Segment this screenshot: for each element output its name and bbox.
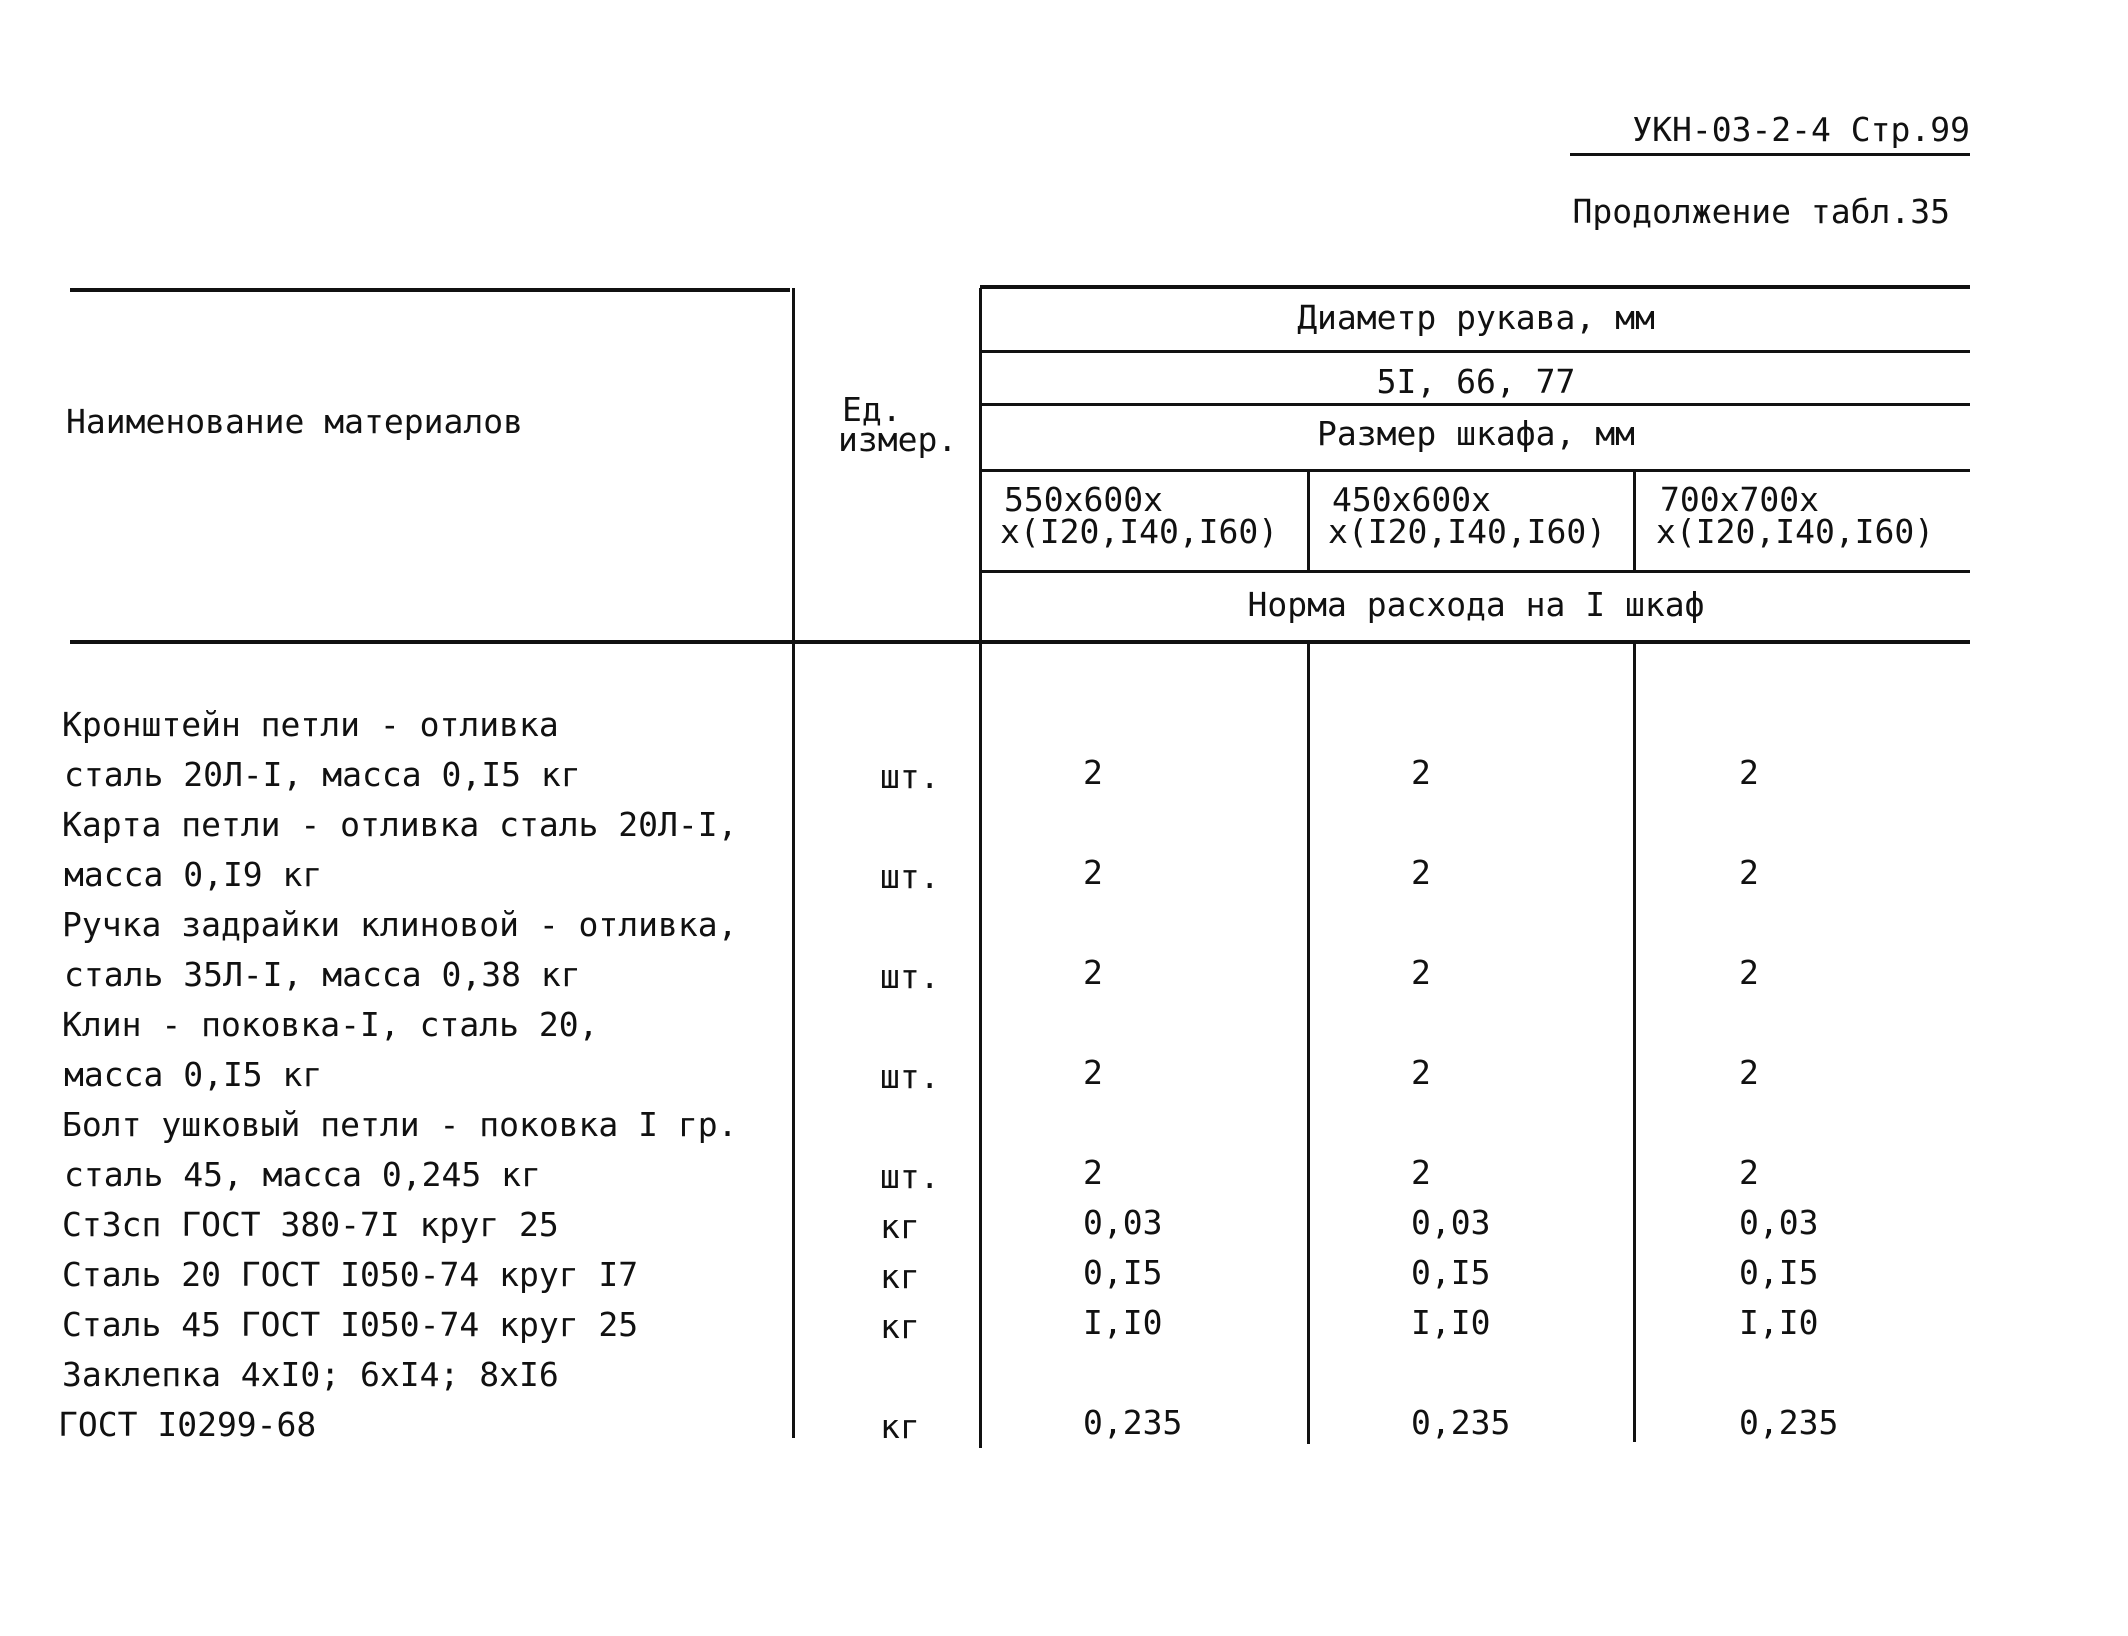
material-name-line2: масса 0,I5 кг (64, 1055, 323, 1094)
value-cell-3: 2 (1739, 1053, 1759, 1092)
rule-under-sizes (980, 570, 1970, 573)
unit-cell: шт. (880, 857, 940, 896)
value-cell-1: 2 (1083, 1053, 1103, 1092)
material-name-line1: Клин - поковка-I, сталь 20, (62, 1005, 599, 1044)
material-name-line2: сталь 45, масса 0,245 кг (64, 1155, 541, 1194)
col-divider-value2 (1633, 642, 1636, 1442)
value-cell-3: I,I0 (1739, 1303, 1819, 1342)
header-bottom-rule (70, 640, 1970, 644)
material-name-line2: ГОСТ I0299-68 (58, 1405, 317, 1444)
diameter-values: 5I, 66, 77 (1376, 362, 1576, 401)
unit-cell: кг (880, 1407, 920, 1446)
size-2-line2: x(I20,I40,I60) (1328, 512, 1607, 551)
column-header-unit-line1: Ед. (842, 390, 902, 429)
col-divider-size2 (1633, 470, 1636, 572)
value-cell-1: 2 (1083, 853, 1103, 892)
unit-cell: кг (880, 1257, 920, 1296)
value-cell-2: 2 (1411, 753, 1431, 792)
unit-cell: шт. (880, 1057, 940, 1096)
unit-cell: шт. (880, 1157, 940, 1196)
material-name-line1: Заклепка 4xI0; 6xI4; 8xI6 (62, 1355, 559, 1394)
value-cell-3: 2 (1739, 753, 1759, 792)
value-cell-3: 0,235 (1739, 1403, 1839, 1442)
value-cell-3: 2 (1739, 853, 1759, 892)
value-cell-1: I,I0 (1083, 1303, 1163, 1342)
rule-under-cabinet-title (980, 469, 1970, 472)
unit-cell: шт. (880, 957, 940, 996)
value-cell-2: 2 (1411, 1053, 1431, 1092)
value-cell-3: 0,03 (1739, 1203, 1819, 1242)
value-cell-1: 2 (1083, 1153, 1103, 1192)
value-cell-1: 0,03 (1083, 1203, 1163, 1242)
material-name-line2: масса 0,I9 кг (64, 855, 323, 894)
value-cell-2: 0,03 (1411, 1203, 1491, 1242)
material-name: Сталь 45 ГОСТ I050-74 круг 25 (62, 1305, 639, 1344)
unit-cell: шт. (880, 757, 940, 796)
size-1-line2: x(I20,I40,I60) (1000, 512, 1279, 551)
value-cell-2: 2 (1411, 953, 1431, 992)
value-cell-3: 2 (1739, 953, 1759, 992)
rule-under-diameter-title (980, 350, 1970, 353)
material-name-line2: сталь 20Л-I, масса 0,I5 кг (64, 755, 581, 794)
value-cell-1: 0,I5 (1083, 1253, 1163, 1292)
size-2-line1: 450x600x (1332, 480, 1491, 519)
value-cell-2: 0,235 (1411, 1403, 1511, 1442)
value-cell-2: 2 (1411, 1153, 1431, 1192)
table-continuation-label: Продолжение табл.35 (1572, 192, 1950, 231)
value-cell-2: 0,I5 (1411, 1253, 1491, 1292)
value-cell-2: 2 (1411, 853, 1431, 892)
col-divider-size1 (1307, 470, 1310, 572)
material-name-line1: Карта петли - отливка сталь 20Л-I, (62, 805, 738, 844)
unit-cell: кг (880, 1207, 920, 1246)
value-cell-3: 2 (1739, 1153, 1759, 1192)
table-top-rule-right (980, 285, 1970, 289)
material-name-line2: сталь 35Л-I, масса 0,38 кг (64, 955, 581, 994)
table-top-rule (70, 288, 790, 292)
size-3-line1: 700x700x (1660, 480, 1819, 519)
cabinet-size-title: Размер шкафа, мм (1317, 414, 1635, 453)
material-name-line1: Болт ушковый петли - поковка I гр. (62, 1105, 738, 1144)
material-name-line1: Кронштейн петли - отливка (62, 705, 559, 744)
value-cell-1: 2 (1083, 753, 1103, 792)
material-name: Ст3сп ГОСТ 380-7I круг 25 (62, 1205, 559, 1244)
column-header-name: Наименование материалов (66, 402, 523, 441)
diameter-title: Диаметр рукава, мм (1297, 298, 1655, 337)
material-name-line1: Ручка задрайки клиновой - отливка, (62, 905, 738, 944)
value-cell-1: 2 (1083, 953, 1103, 992)
col-divider-unit (979, 288, 982, 1448)
value-cell-3: 0,I5 (1739, 1253, 1819, 1292)
size-1-line1: 550x600x (1004, 480, 1163, 519)
column-header-unit-line2: измер. (838, 420, 958, 459)
norm-title: Норма расхода на I шкаф (1247, 585, 1705, 624)
value-cell-1: 0,235 (1083, 1403, 1183, 1442)
value-cell-2: I,I0 (1411, 1303, 1491, 1342)
size-3-line2: x(I20,I40,I60) (1656, 512, 1935, 551)
document-code: УКН-03-2-4 Стр.99 (1570, 110, 1970, 156)
unit-cell: кг (880, 1307, 920, 1346)
col-divider-value1 (1307, 642, 1310, 1444)
material-name: Сталь 20 ГОСТ I050-74 круг I7 (62, 1255, 639, 1294)
col-divider-name (792, 288, 795, 1438)
rule-under-diameter-values (980, 403, 1970, 406)
